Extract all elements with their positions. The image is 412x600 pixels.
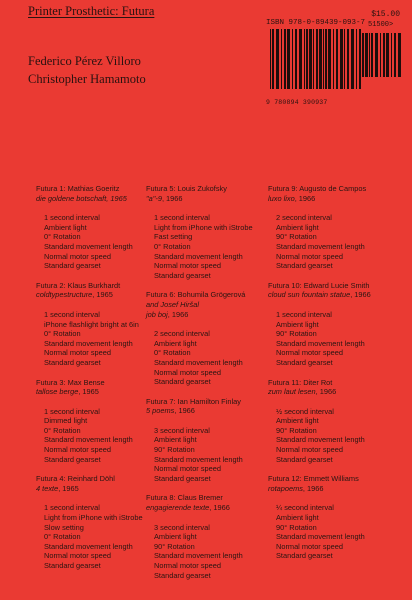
spec-line: Standard movement length — [154, 454, 243, 464]
spec-list — [36, 213, 160, 271]
entry-title: Futura 4: Reinhard Döhl — [36, 474, 115, 484]
barcode-bar — [386, 33, 389, 77]
spec-line: 0° Rotation — [154, 348, 191, 358]
spec-line: Ambient light — [154, 532, 197, 542]
entry-title-continued: and Josef Hiršal — [146, 299, 199, 309]
spec-line: Standard movement length — [154, 357, 243, 367]
barcode-bar — [295, 29, 297, 89]
spec-list — [36, 310, 160, 368]
work-year: , 1965 — [58, 483, 79, 493]
price-label: $15.00 — [371, 10, 400, 19]
spec-line: Normal motor speed — [276, 251, 343, 261]
isbn-label: ISBN 978-0-89439-093-7 — [266, 19, 366, 27]
work-year: , 1965 — [92, 290, 113, 300]
barcode-bar — [351, 29, 354, 89]
work-title: "a"-9 — [146, 193, 162, 203]
work-year: , 1966 — [161, 193, 183, 203]
entry-title: Futura 1: Mathias Goeritz — [36, 184, 120, 193]
spec-list — [146, 213, 270, 280]
entry-work — [36, 387, 160, 397]
isbn-barcode — [270, 29, 362, 89]
work-year: , 1966 — [315, 387, 337, 397]
spec-line: Standard gearset — [154, 570, 211, 580]
spec-line: Standard movement length — [276, 532, 365, 542]
spec-line: Standard movement length — [154, 251, 243, 261]
spec-line: Standard gearset — [276, 261, 333, 271]
entry-title: Futura 2: Klaus Burkhardt — [36, 280, 121, 290]
spec-line: Standard movement length — [44, 241, 133, 251]
spec-line: Standard movement length — [276, 435, 365, 445]
entry-work — [146, 503, 270, 513]
futura-entry — [36, 474, 160, 570]
spec-list — [268, 213, 392, 271]
barcode-bar — [336, 29, 338, 89]
entry-work — [146, 310, 270, 320]
barcode-bar — [306, 29, 308, 89]
barcode-bar — [369, 33, 370, 77]
work-year: , 1966 — [209, 503, 230, 513]
work-year: , 1966 — [294, 193, 316, 203]
work-year: , 1966 — [174, 406, 195, 416]
spec-line: 90° Rotation — [276, 232, 317, 242]
spec-list — [268, 310, 392, 368]
spec-line: Normal motor speed — [154, 464, 221, 474]
spec-line: 1 second interval — [44, 213, 100, 223]
spec-line: Ambient light — [276, 319, 319, 329]
futura-entry — [146, 493, 270, 580]
futura-entry — [146, 290, 270, 386]
spec-line: Ambient light — [276, 222, 319, 232]
spec-line: Standard gearset — [44, 261, 101, 271]
spec-line: Standard movement length — [276, 241, 365, 251]
entry-work — [146, 406, 270, 416]
spec-line: 1 second interval — [44, 503, 100, 513]
barcode-bar — [292, 29, 293, 89]
work-title: die goldene botschaft, 1965 — [36, 193, 127, 203]
spec-line: Standard gearset — [44, 454, 101, 464]
spec-line: Standard movement length — [44, 541, 133, 551]
futura-entry — [36, 281, 160, 368]
work-year: , 1965 — [78, 387, 99, 397]
spec-list — [36, 503, 160, 570]
spec-line: 1 second interval — [154, 213, 210, 223]
work-title: 4 texte — [36, 483, 59, 493]
spec-line: Standard gearset — [154, 473, 211, 483]
entry-work — [268, 194, 392, 204]
spec-line: 1 second interval — [44, 406, 100, 416]
spec-line: 90° Rotation — [276, 522, 317, 532]
futura-column — [268, 184, 392, 571]
spec-line: Normal motor speed — [276, 541, 343, 551]
barcode-bar — [313, 29, 314, 89]
work-year: , 1966 — [302, 483, 324, 493]
work-year: , 1966 — [350, 290, 371, 300]
spec-line: 1 second interval — [44, 309, 100, 319]
author-name: Federico Pérez Villoro — [28, 54, 141, 68]
barcode-bar — [299, 29, 302, 89]
spec-line: 3 second interval — [154, 425, 210, 435]
spec-line: Ambient light — [276, 416, 319, 426]
barcode-bar — [362, 33, 364, 77]
barcode-bar — [391, 33, 392, 77]
futura-entry — [268, 281, 392, 368]
spec-line: Standard movement length — [154, 551, 243, 561]
spec-line: Ambient light — [154, 338, 197, 348]
spec-line: Slow setting — [44, 522, 84, 532]
barcode-bar — [270, 29, 271, 89]
spec-list — [146, 329, 270, 387]
work-title: cloud sun fountain statue — [268, 290, 351, 300]
spec-line: Normal motor speed — [154, 561, 221, 570]
barcode-bar — [365, 33, 368, 77]
spec-line: Normal motor speed — [276, 445, 343, 455]
spec-line: Standard gearset — [276, 357, 333, 367]
barcode-bar — [375, 33, 378, 77]
spec-line: 0° Rotation — [44, 532, 81, 542]
futura-entry — [268, 184, 392, 271]
work-title: job boj — [146, 309, 168, 319]
futura-column — [36, 184, 160, 581]
spec-line: Ambient light — [154, 435, 197, 445]
barcode-bar — [281, 29, 282, 89]
spec-line: Ambient light — [44, 222, 87, 232]
barcode-bar — [380, 33, 381, 77]
spec-line: Standard movement length — [44, 338, 133, 348]
spec-list — [146, 426, 270, 484]
ean-digits: 9 780894 390937 — [266, 99, 328, 106]
addon-code: 51500> — [368, 21, 394, 29]
work-title: coldtypestructure — [36, 290, 93, 300]
barcode-bar — [356, 29, 357, 89]
spec-line: 90° Rotation — [276, 329, 317, 339]
spec-line: 90° Rotation — [154, 445, 195, 455]
barcode-bar — [276, 29, 279, 89]
entry-title: Futura 11: Diter Rot — [268, 377, 333, 387]
spec-line: Fast setting — [154, 232, 193, 242]
spec-list — [146, 523, 270, 581]
entry-work — [146, 194, 270, 204]
spec-list — [268, 503, 392, 561]
spec-line: Normal motor speed — [44, 551, 111, 561]
spec-line: Standard gearset — [154, 377, 211, 387]
work-title: 5 poems — [146, 406, 175, 416]
addon-barcode — [362, 33, 402, 81]
futura-entry — [146, 184, 270, 280]
work-year: , 1966 — [167, 309, 189, 319]
spec-line: 2 second interval — [276, 213, 332, 223]
spec-line: Normal motor speed — [154, 261, 221, 271]
entry-work — [268, 290, 392, 300]
futura-entry — [36, 184, 160, 271]
spec-line: 90° Rotation — [154, 541, 195, 551]
barcode-bar — [344, 29, 345, 89]
barcode-bar — [359, 29, 361, 89]
barcode-bar — [284, 29, 286, 89]
spec-line: Standard gearset — [44, 561, 101, 570]
spec-line: 3 second interval — [154, 522, 210, 532]
barcode-bar — [319, 29, 322, 89]
barcode-bar — [371, 33, 373, 77]
barcode-bar — [398, 33, 401, 77]
futura-entry — [36, 378, 160, 465]
spec-line: Light from iPhone with iStrobe — [154, 222, 253, 232]
spec-line: Standard gearset — [154, 270, 211, 280]
spec-line: 2 second interval — [154, 329, 210, 339]
futura-entry — [268, 474, 392, 561]
spec-line: 1 second interval — [276, 309, 332, 319]
spec-line: Dimmed light — [44, 416, 88, 426]
work-title: tallose berge — [36, 387, 79, 397]
barcode-bar — [333, 29, 334, 89]
spec-list — [36, 407, 160, 465]
barcode-bar — [383, 33, 385, 77]
barcode-bar — [323, 29, 324, 89]
entry-work — [36, 194, 160, 204]
barcode-bar — [304, 29, 305, 89]
barcode-block — [266, 10, 402, 106]
futura-column — [146, 184, 270, 590]
barcode-bar — [347, 29, 349, 89]
author-list — [28, 52, 146, 88]
spec-line: Light from iPhone with iStrobe — [44, 513, 143, 523]
spec-line: Standard movement length — [44, 435, 133, 445]
work-title: engagierende texte — [146, 503, 210, 513]
spec-list — [268, 407, 392, 465]
spec-line: Normal motor speed — [154, 367, 221, 377]
spec-line: Standard movement length — [276, 338, 365, 348]
spec-line: Normal motor speed — [44, 348, 111, 358]
author-name: Christopher Hamamoto — [28, 72, 146, 86]
spec-line: 0° Rotation — [44, 329, 81, 339]
barcode-bar — [394, 33, 396, 77]
barcode-bar — [325, 29, 327, 89]
spec-line: Normal motor speed — [44, 251, 111, 261]
entry-title: Futura 9: Augusto de Campos — [268, 184, 367, 193]
spec-line: iPhone flashlight bright at 6in — [44, 319, 139, 329]
entry-title: Futura 5: Louis Zukofsky — [146, 184, 227, 193]
spec-line: Standard gearset — [276, 454, 333, 464]
barcode-bar — [340, 29, 343, 89]
entry-title: Futura 3: Max Bense — [36, 377, 105, 387]
entry-title: Futura 12: Emmett Williams — [268, 474, 359, 484]
barcode-bar — [316, 29, 318, 89]
spec-line: 0° Rotation — [154, 241, 191, 251]
barcode-bar — [309, 29, 312, 89]
spec-line: Ambient light — [276, 513, 319, 523]
barcode-bar — [287, 29, 290, 89]
spec-line: Standard gearset — [276, 551, 333, 561]
spec-line: 0° Rotation — [44, 425, 81, 435]
work-title: luxo lixo — [268, 193, 295, 203]
barcode-bar — [328, 29, 331, 89]
futura-entry — [146, 397, 270, 484]
spec-line: 90° Rotation — [276, 425, 317, 435]
entry-work — [36, 290, 160, 300]
work-title: rotapoems — [268, 483, 303, 493]
futura-entry — [268, 378, 392, 465]
entry-title: Futura 10: Edward Lucie Smith — [268, 280, 370, 290]
work-title: zum laut lesen — [268, 387, 316, 397]
spec-line: ¼ second interval — [276, 503, 334, 513]
entry-title: Futura 6: Bohumila Grögerová — [146, 290, 246, 300]
entry-work — [268, 387, 392, 397]
spec-line: Normal motor speed — [276, 348, 343, 358]
book-title: Printer Prosthetic: Futura — [28, 4, 155, 18]
barcode-bar — [272, 29, 274, 89]
entry-work — [36, 484, 160, 494]
entry-work — [268, 484, 392, 494]
entry-title: Futura 8: Claus Bremer — [146, 493, 223, 503]
entry-title: Futura 7: Ian Hamilton Finlay — [146, 396, 241, 406]
spec-line: ½ second interval — [276, 406, 334, 416]
spec-line: Normal motor speed — [44, 445, 111, 455]
spec-line: Standard gearset — [44, 357, 101, 367]
spec-line: 0° Rotation — [44, 232, 81, 242]
